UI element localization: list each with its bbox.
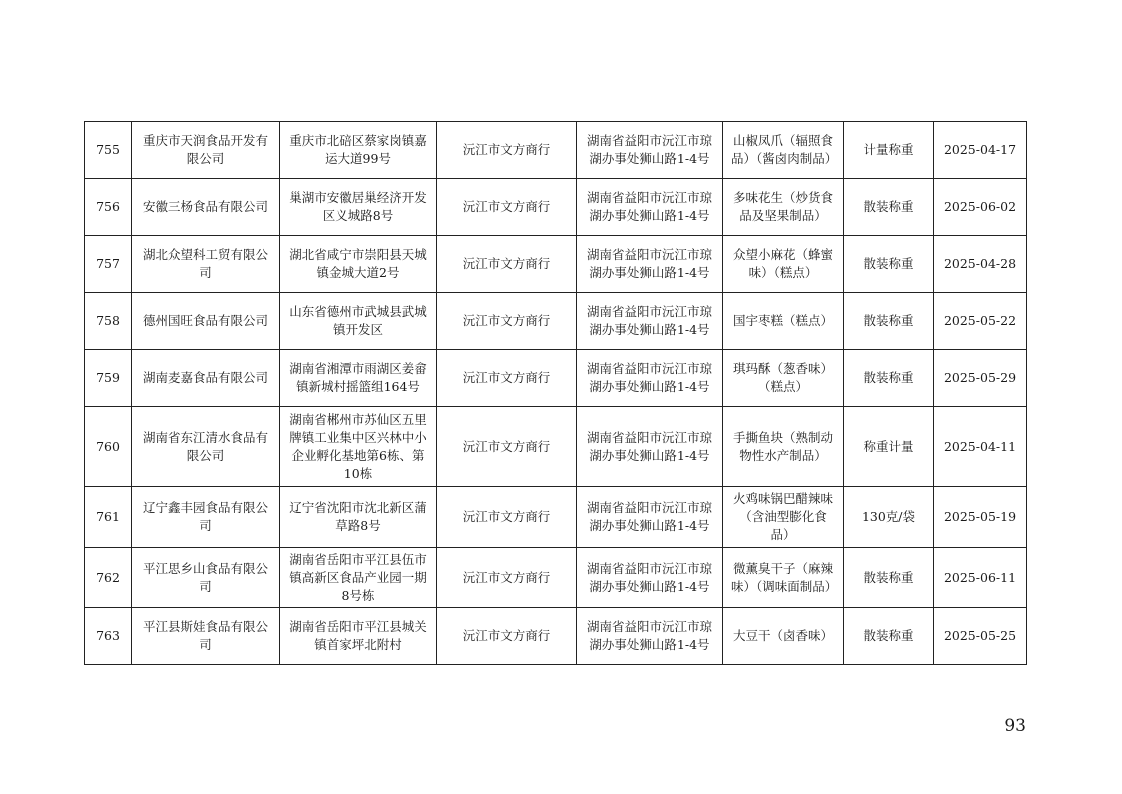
table-row — [85, 407, 1027, 487]
cell-spec: 散装称重 — [844, 293, 934, 350]
cell-product: 山椒凤爪（辐照食品）（酱卤肉制品） — [723, 122, 844, 179]
cell-no: 763 — [85, 608, 132, 665]
cell-seller-address: 湖南省益阳市沅江市琼湖办事处狮山路1-4号 — [577, 407, 723, 487]
cell-product: 手撕鱼块（熟制动物性水产制品） — [723, 407, 844, 487]
cell-seller: 沅江市文方商行 — [437, 487, 577, 548]
cell-date: 2025-04-28 — [934, 236, 1027, 293]
cell-no: 756 — [85, 179, 132, 236]
cell-producer-address: 湖南省岳阳市平江县城关镇首家坪北附村 — [280, 608, 437, 665]
cell-producer: 湖北众望科工贸有限公司 — [132, 236, 280, 293]
cell-producer-address: 巢湖市安徽居巢经济开发区义城路8号 — [280, 179, 437, 236]
table-row — [85, 487, 1027, 548]
cell-producer: 德州国旺食品有限公司 — [132, 293, 280, 350]
cell-date: 2025-05-29 — [934, 350, 1027, 407]
cell-date: 2025-05-22 — [934, 293, 1027, 350]
cell-no: 758 — [85, 293, 132, 350]
cell-spec: 称重计量 — [844, 407, 934, 487]
cell-seller: 沅江市文方商行 — [437, 350, 577, 407]
table-row — [85, 122, 1027, 179]
cell-date: 2025-05-19 — [934, 487, 1027, 548]
cell-producer: 重庆市天润食品开发有限公司 — [132, 122, 280, 179]
table-row — [85, 608, 1027, 665]
cell-seller-address: 湖南省益阳市沅江市琼湖办事处狮山路1-4号 — [577, 608, 723, 665]
cell-product: 微薰臭干子（麻辣味）（调味面制品） — [723, 548, 844, 608]
cell-date: 2025-06-11 — [934, 548, 1027, 608]
cell-producer-address: 重庆市北碚区蔡家岗镇嘉运大道99号 — [280, 122, 437, 179]
cell-seller: 沅江市文方商行 — [437, 236, 577, 293]
cell-producer: 平江县斯娃食品有限公司 — [132, 608, 280, 665]
cell-producer-address: 湖南省郴州市苏仙区五里牌镇工业集中区兴林中小企业孵化基地第6栋、第10栋 — [280, 407, 437, 487]
table-row — [85, 293, 1027, 350]
cell-no: 759 — [85, 350, 132, 407]
cell-seller-address: 湖南省益阳市沅江市琼湖办事处狮山路1-4号 — [577, 179, 723, 236]
cell-seller-address: 湖南省益阳市沅江市琼湖办事处狮山路1-4号 — [577, 350, 723, 407]
cell-date: 2025-04-17 — [934, 122, 1027, 179]
cell-seller-address: 湖南省益阳市沅江市琼湖办事处狮山路1-4号 — [577, 548, 723, 608]
cell-seller: 沅江市文方商行 — [437, 293, 577, 350]
cell-producer-address: 湖北省咸宁市崇阳县天城镇金城大道2号 — [280, 236, 437, 293]
cell-producer-address: 辽宁省沈阳市沈北新区蒲草路8号 — [280, 487, 437, 548]
cell-date: 2025-05-25 — [934, 608, 1027, 665]
cell-no: 761 — [85, 487, 132, 548]
table-row — [85, 548, 1027, 608]
cell-no: 757 — [85, 236, 132, 293]
cell-product: 多味花生（炒货食品及坚果制品） — [723, 179, 844, 236]
cell-seller: 沅江市文方商行 — [437, 179, 577, 236]
cell-product: 国宇枣糕（糕点） — [723, 293, 844, 350]
inspection-record-table — [84, 121, 1027, 665]
cell-no: 755 — [85, 122, 132, 179]
cell-seller-address: 湖南省益阳市沅江市琼湖办事处狮山路1-4号 — [577, 122, 723, 179]
cell-spec: 散装称重 — [844, 548, 934, 608]
page-number: 93 — [1004, 716, 1026, 736]
cell-product: 众望小麻花（蜂蜜味）（糕点） — [723, 236, 844, 293]
cell-seller: 沅江市文方商行 — [437, 407, 577, 487]
cell-producer: 辽宁鑫丰园食品有限公司 — [132, 487, 280, 548]
cell-product: 琪玛酥（葱香味）（糕点） — [723, 350, 844, 407]
cell-producer-address: 山东省德州市武城县武城镇开发区 — [280, 293, 437, 350]
cell-spec: 散装称重 — [844, 608, 934, 665]
cell-spec: 散装称重 — [844, 236, 934, 293]
cell-producer: 湖南省东江清水食品有限公司 — [132, 407, 280, 487]
cell-date: 2025-04-11 — [934, 407, 1027, 487]
cell-spec: 计量称重 — [844, 122, 934, 179]
cell-seller: 沅江市文方商行 — [437, 608, 577, 665]
cell-product: 大豆干（卤香味） — [723, 608, 844, 665]
cell-seller: 沅江市文方商行 — [437, 122, 577, 179]
cell-producer-address: 湖南省岳阳市平江县伍市镇高新区食品产业园一期8号栋 — [280, 548, 437, 608]
cell-producer: 平江思乡山食品有限公司 — [132, 548, 280, 608]
cell-seller-address: 湖南省益阳市沅江市琼湖办事处狮山路1-4号 — [577, 236, 723, 293]
cell-spec: 散装称重 — [844, 179, 934, 236]
cell-date: 2025-06-02 — [934, 179, 1027, 236]
table-row — [85, 350, 1027, 407]
cell-producer: 安徽三杨食品有限公司 — [132, 179, 280, 236]
table-row — [85, 236, 1027, 293]
cell-seller-address: 湖南省益阳市沅江市琼湖办事处狮山路1-4号 — [577, 487, 723, 548]
cell-producer-address: 湖南省湘潭市雨湖区姜畲镇新城村摇篮组164号 — [280, 350, 437, 407]
cell-seller-address: 湖南省益阳市沅江市琼湖办事处狮山路1-4号 — [577, 293, 723, 350]
cell-spec: 130克/袋 — [844, 487, 934, 548]
table-row — [85, 179, 1027, 236]
cell-product: 火鸡味锅巴醋辣味（含油型膨化食品） — [723, 487, 844, 548]
cell-seller: 沅江市文方商行 — [437, 548, 577, 608]
cell-no: 762 — [85, 548, 132, 608]
cell-spec: 散装称重 — [844, 350, 934, 407]
cell-producer: 湖南麦嘉食品有限公司 — [132, 350, 280, 407]
cell-no: 760 — [85, 407, 132, 487]
